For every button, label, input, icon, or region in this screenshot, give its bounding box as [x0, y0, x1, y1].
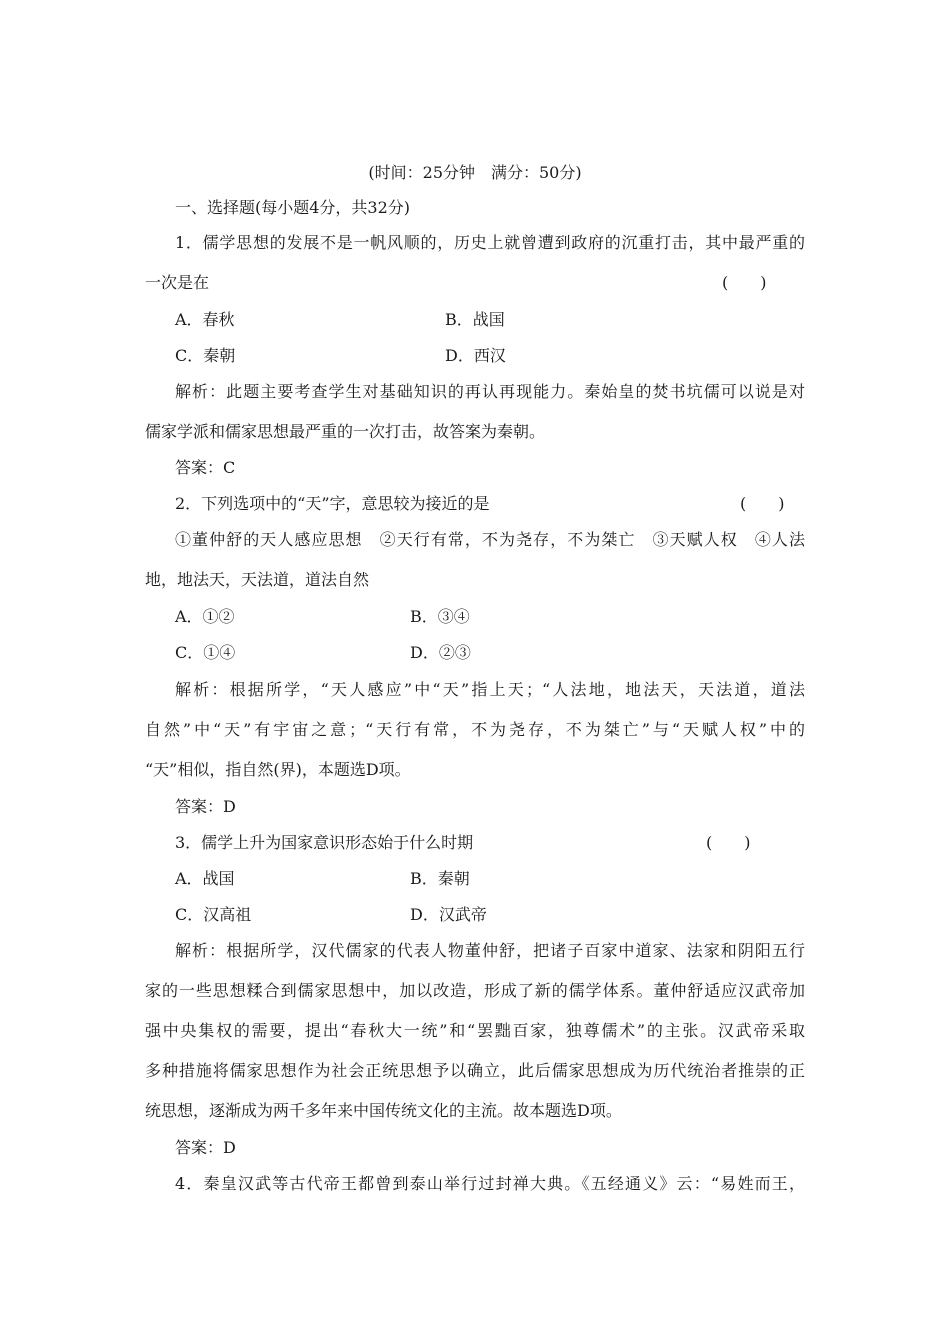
- q2-answer-blank: ( ): [740, 494, 785, 513]
- q2-option-c: C．①④: [175, 643, 236, 662]
- q2-items-line1: ①董仲舒的天人感应思想 ②天行有常，不为尧存，不为桀亡 ③天赋人权 ④人法: [175, 530, 805, 549]
- q2-option-d: D．②③: [410, 643, 471, 662]
- q4-stem-line1: 4．秦皇汉武等古代帝王都曾到泰山举行过封禅大典。《五经通义》云：“易姓而王，: [175, 1174, 805, 1193]
- q3-stem: 3．儒学上升为国家意识形态始于什么时期: [175, 833, 474, 852]
- q3-option-d: D．汉武帝: [410, 905, 487, 924]
- q1-option-a: A．春秋: [175, 310, 235, 329]
- q1-stem-line2: 一次是在: [145, 273, 210, 292]
- q2-option-a: A．①②: [175, 607, 235, 626]
- section-title: 一、选择题(每小题4分，共32分): [175, 198, 411, 217]
- q1-analysis-line1: 解析：此题主要考查学生对基础知识的再认再现能力。秦始皇的焚书坑儒可以说是对: [175, 382, 805, 401]
- q3-answer: 答案：D: [175, 1138, 236, 1157]
- q3-option-a: A．战国: [175, 869, 235, 888]
- q2-analysis-line3: “天”相似，指自然(界)，本题选D项。: [145, 760, 411, 779]
- q3-answer-blank: ( ): [706, 833, 751, 852]
- q1-answer: 答案：C: [175, 458, 236, 477]
- q2-stem: 2．下列选项中的“天”字，意思较为接近的是: [175, 494, 490, 513]
- time-score-header: (时间：25分钟 满分：50分): [368, 163, 582, 182]
- q3-option-c: C．汉高祖: [175, 905, 252, 924]
- q2-analysis-line2: 自然”中“天”有宇宙之意；“天行有常，不为尧存，不为桀亡”与“天赋人权”中的: [145, 720, 805, 739]
- q3-analysis-line5: 统思想，逐渐成为两千多年来中国传统文化的主流。故本题选D项。: [145, 1101, 622, 1120]
- q1-option-c: C．秦朝: [175, 346, 236, 365]
- q1-answer-blank: ( ): [722, 273, 767, 292]
- q3-analysis-line3: 强中央集权的需要，提出“春秋大一统”和“罢黜百家，独尊儒术”的主张。汉武帝采取: [145, 1021, 805, 1040]
- q1-stem-line1: 1．儒学思想的发展不是一帆风顺的，历史上就曾遭到政府的沉重打击，其中最严重的: [175, 233, 805, 252]
- q2-answer: 答案：D: [175, 797, 236, 816]
- q2-analysis-line1: 解析：根据所学，“天人感应”中“天”指上天；“人法地，地法天，天法道，道法: [175, 680, 805, 699]
- q1-option-d: D．西汉: [445, 346, 506, 365]
- q3-analysis-line2: 家的一些思想糅合到儒家思想中，加以改造，形成了新的儒学体系。董仲舒适应汉武帝加: [145, 981, 805, 1000]
- q1-analysis-line2: 儒家学派和儒家思想最严重的一次打击，故答案为秦朝。: [145, 422, 546, 441]
- q3-option-b: B．秦朝: [410, 869, 470, 888]
- q1-option-b: B．战国: [445, 310, 505, 329]
- q2-items-line2: 地，地法天，天法道，道法自然: [145, 570, 370, 589]
- q3-analysis-line4: 多种措施将儒家思想作为社会正统思想予以确立，此后儒家思想成为历代统治者推崇的正: [145, 1061, 805, 1080]
- q2-option-b: B．③④: [410, 607, 470, 626]
- q3-analysis-line1: 解析：根据所学，汉代儒家的代表人物董仲舒，把诸子百家中道家、法家和阴阳五行: [175, 941, 805, 960]
